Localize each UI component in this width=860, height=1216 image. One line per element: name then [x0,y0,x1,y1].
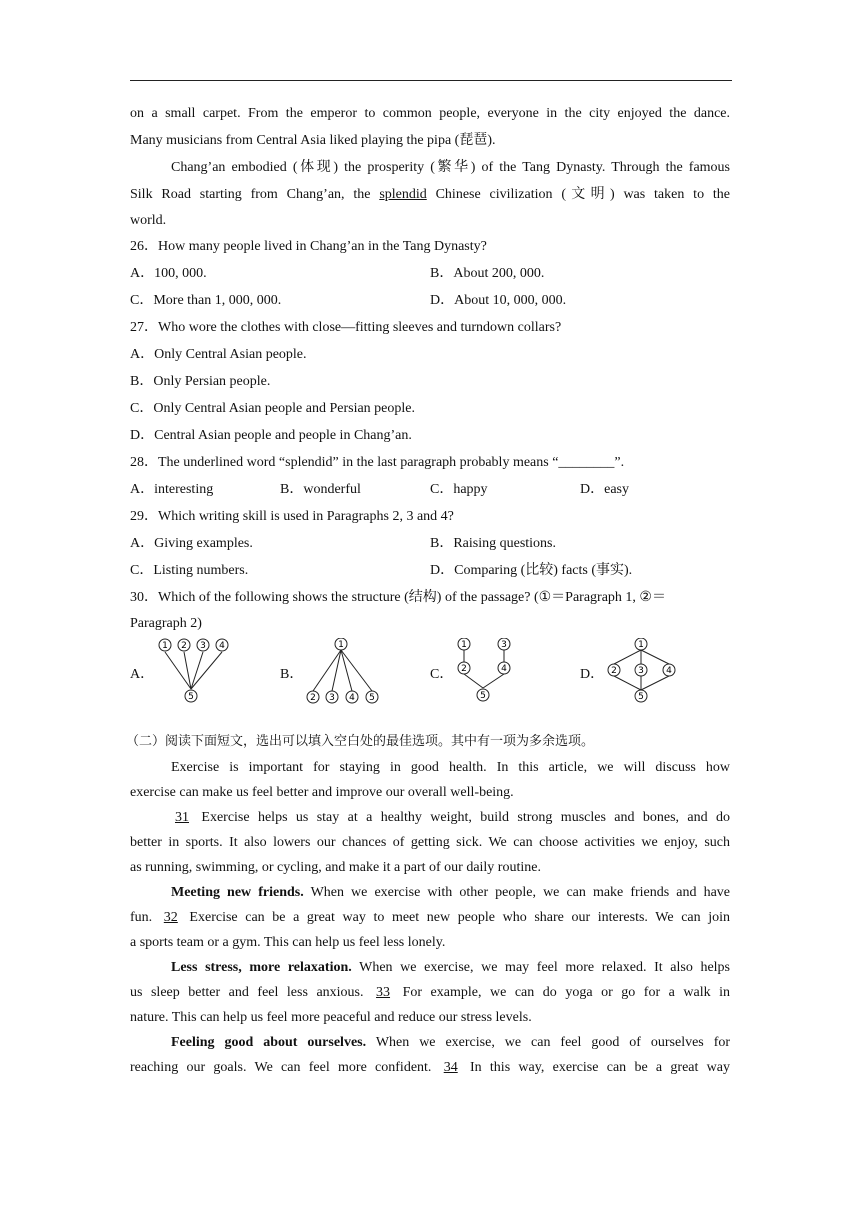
passage-text: In this way, exercise can be a great way [469,1060,730,1075]
node-2: 2 [310,693,316,703]
question-27-stem: 27．Who wore the clothes with close—fitting sleeves and turndown collars? [130,320,562,335]
node-1: 1 [162,641,168,651]
passage-line [130,1055,730,1080]
passage-line: on a small carpet. From the emperor to common people, everyone in the city enjoyed the dance. [130,106,730,121]
option-a[interactable]: A．100, 000. [130,266,207,281]
option-c[interactable]: C． [430,667,454,682]
node-3: 3 [638,666,644,676]
question-29-stem: 29．Which writing skill is used in Paragraphs 2, 3 and 4? [130,509,454,524]
node-1: 1 [338,640,344,650]
passage-line [130,905,730,930]
passage-line [130,880,730,905]
option-c[interactable]: C．happy [430,482,488,497]
option-d[interactable]: D．easy [580,482,629,497]
passage-line [130,805,730,830]
diagram-c [454,638,518,704]
node-4: 4 [666,666,672,676]
option-d[interactable]: D． [580,667,605,682]
passage-line [130,980,730,1005]
option-b[interactable]: B．Raising questions. [430,536,557,551]
structure-diagrams [130,638,730,728]
question-30-stem-cont: Paragraph 2) [130,616,202,631]
underlined-word: splendid [379,187,427,202]
option-b[interactable]: B．wonderful [280,482,361,497]
node-1: 1 [638,640,644,650]
passage-text: Exercise can be a great way to meet new people who share our interests. We can join [189,910,731,925]
blank-34[interactable]: 34 [443,1060,458,1075]
passage-text: When we exercise, we may feel more relaxed. It also helps [359,960,730,975]
node-4: 4 [501,664,507,674]
option-d[interactable]: D．Central Asian people and people in Chang’an. [130,428,412,443]
passage-line: a sports team or a gym. This can help us feel less lonely. [130,935,446,950]
question-26-options-row1 [130,260,730,287]
option-b[interactable]: B．About 200, 000. [430,266,545,281]
option-d[interactable]: D．About 10, 000, 000. [430,293,567,308]
passage-line [130,1030,730,1055]
option-a[interactable]: A． [130,667,155,682]
document-page [126,100,731,1080]
node-2: 2 [181,641,187,651]
question-30-stem: 30．Which of the following shows the structure (结构) of the passage? (①＝Paragraph 1, ②＝ [130,590,666,605]
option-d[interactable]: D．Comparing (比较) facts (事实). [430,563,633,578]
diagram-d [604,638,684,704]
passage-text: When we exercise, we can feel good of ourselves for [375,1035,731,1050]
node-5: 5 [638,692,644,702]
passage-line: nature. This can help us feel more peaceful and reduce our stress levels. [130,1010,532,1025]
node-2: 2 [611,666,617,676]
passage-text: Exercise helps us stay at a healthy weight, build strong muscles and bones, and do [201,810,731,825]
question-26-options-row2 [130,287,730,314]
paragraph-heading: Feeling good about ourselves. [171,1035,367,1050]
option-c[interactable]: C．More than 1, 000, 000. [130,293,282,308]
node-3: 3 [200,641,206,651]
question-28-options [130,476,730,503]
paragraph-heading: Meeting new friends. [171,885,304,900]
passage-line: exercise can make us feel better and improve our overall well-being. [130,785,514,800]
option-a[interactable]: A．interesting [130,482,214,497]
diagram-b [304,638,384,704]
node-3: 3 [501,640,507,650]
passage-text: For example, we can do yoga or go for a walk in [402,985,731,1000]
blank-32[interactable]: 32 [163,910,178,925]
diagram-a [154,638,234,704]
node-5: 5 [188,692,194,702]
option-b[interactable]: B． [280,667,304,682]
passage-text: Chinese civilization (文明) was taken to the [435,187,731,202]
paragraph-heading: Less stress, more relaxation. [171,960,352,975]
blank-33[interactable]: 33 [376,985,391,1000]
blank-31[interactable]: 31 [175,810,189,825]
passage-text: Silk Road starting from Chang’an, the [130,187,371,202]
question-26-stem: 26．How many people lived in Chang’an in the Tang Dynasty? [130,239,487,254]
question-28-stem: 28．The underlined word “splendid” in the last paragraph probably means “________”. [130,455,625,470]
passage-line: Chang’an embodied (体现) the prosperity (繁华) of the Tang Dynasty. Through the famous [171,160,730,175]
header-rule [130,80,732,81]
node-2: 2 [461,664,467,674]
passage-line: as running, swimming, or cycling, and make it a part of our daily routine. [130,860,541,875]
passage-text: reaching our goals. We can feel more confident. [130,1060,432,1075]
passage-text: us sleep better and feel less anxious. [130,985,364,1000]
node-5: 5 [369,693,375,703]
passage-line [130,181,730,208]
passage-line: Exercise is important for staying in good health. In this article, we will discuss how [171,760,730,775]
section-heading: （二）阅读下面短文，选出可以填入空白处的最佳选项。其中有一项为多余选项。 [126,734,595,749]
option-a[interactable]: A．Only Central Asian people. [130,347,307,362]
option-a[interactable]: A．Giving examples. [130,536,253,551]
node-5: 5 [480,691,486,701]
passage-line: world. [130,213,167,228]
option-b[interactable]: B．Only Persian people. [130,374,271,389]
passage-text: fun. [130,910,153,925]
node-1: 1 [461,640,467,650]
passage-line: better in sports. It also lowers our chances of getting sick. We can choose activities we enjoy, such [130,835,730,850]
node-3: 3 [329,693,335,703]
node-4: 4 [349,693,355,703]
node-4: 4 [219,641,225,651]
option-c[interactable]: C．Only Central Asian people and Persian people. [130,401,415,416]
question-29-options-row2 [130,557,730,584]
passage-line [130,955,730,980]
option-c[interactable]: C．Listing numbers. [130,563,249,578]
passage-text: When we exercise with other people, we can make friends and have [310,885,731,900]
question-29-options-row1 [130,530,730,557]
passage-line: Many musicians from Central Asia liked playing the pipa (琵琶). [130,133,496,148]
